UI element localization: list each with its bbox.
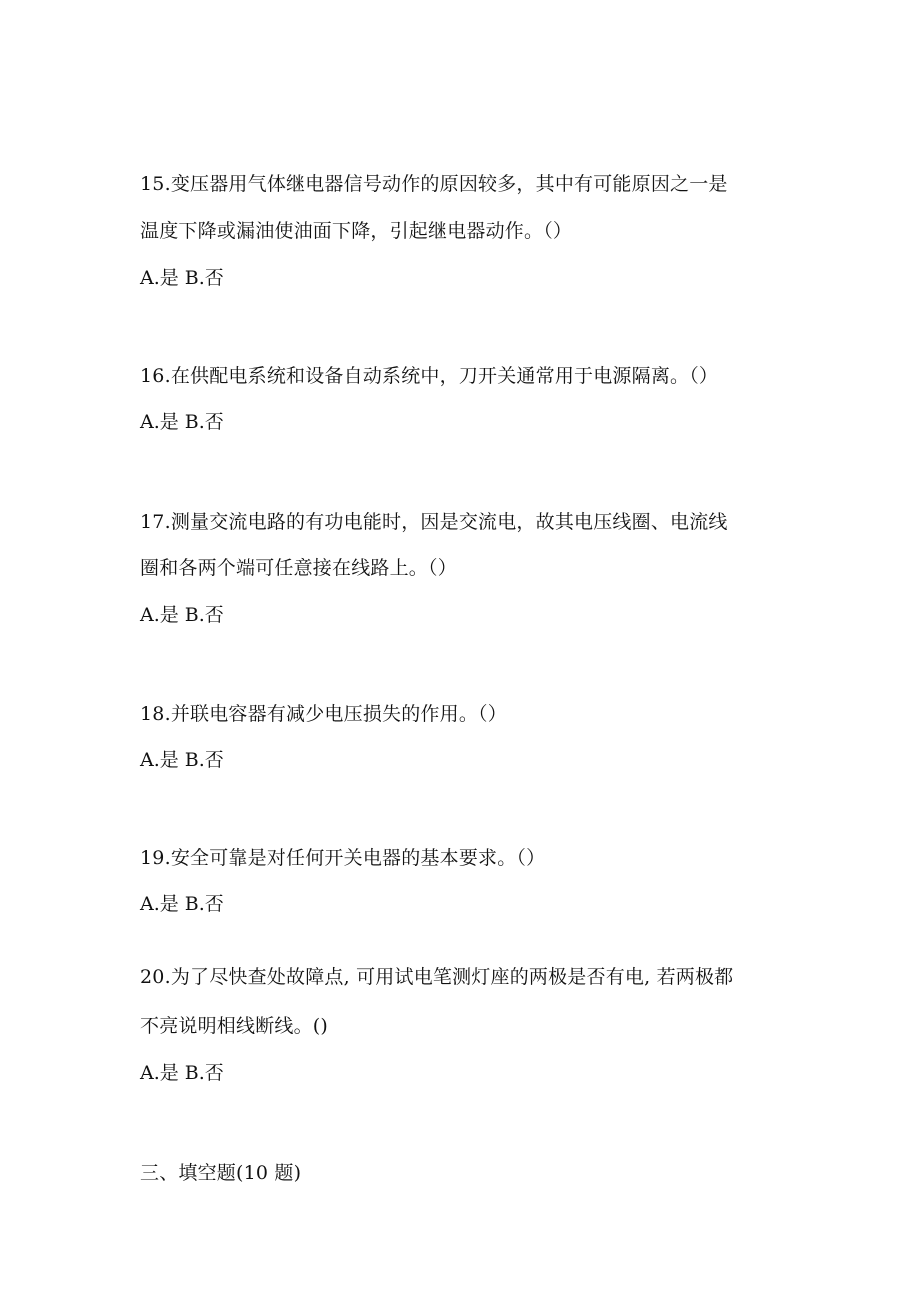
- question-16-options: A.是 B.否: [140, 411, 224, 433]
- question-18-options: A.是 B.否: [140, 749, 224, 771]
- question-15-line-1: 15.变压器用气体继电器信号动作的原因较多，其中有可能原因之一是: [140, 173, 728, 195]
- question-17-line-1: 17.测量交流电路的有功电能时，因是交流电，故其电压线圈、电流线: [140, 511, 728, 533]
- question-19-options: A.是 B.否: [140, 893, 224, 915]
- question-20-line-2: 不亮说明相线断线。(): [140, 1015, 329, 1037]
- question-20-line-1: 20.为了尽快查处故障点, 可用试电笔测灯座的两极是否有电, 若两极都: [140, 966, 734, 988]
- question-15-options: A.是 B.否: [140, 267, 224, 289]
- question-19-line-1: 19.安全可靠是对任何开关电器的基本要求。（）: [140, 847, 546, 869]
- question-17-options: A.是 B.否: [140, 604, 224, 626]
- question-18-line-1: 18.并联电容器有减少电压损失的作用。（）: [140, 703, 507, 725]
- question-20-options: A.是 B.否: [140, 1062, 224, 1084]
- section-heading: 三、填空题(10 题): [140, 1162, 302, 1184]
- question-16-line-1: 16.在供配电系统和设备自动系统中，刀开关通常用于电源隔离。（）: [140, 365, 719, 387]
- question-15-line-2: 温度下降或漏油使油面下降，引起继电器动作。（）: [140, 220, 573, 242]
- question-17-line-2: 圈和各两个端可任意接在线路上。（）: [140, 557, 457, 579]
